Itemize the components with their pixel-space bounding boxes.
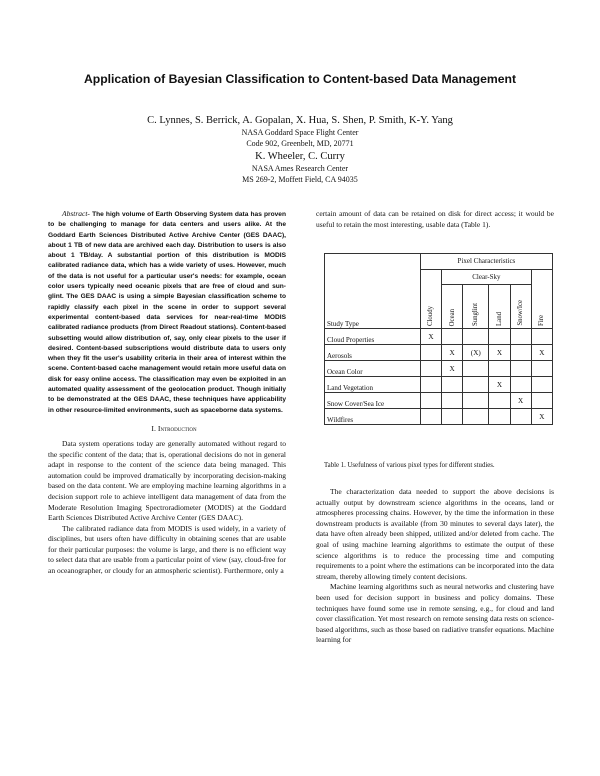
table-row: Cloud Properties X	[325, 329, 553, 345]
right-paragraph-1: The characterization data needed to support the above decisions is actually output by downstream science algorithms in the oceans, land or atmospheres processing chains. However, by the time the information in these downstream products is available (from 30 minutes to several days later), the data have often already been shipped, utilized and/or deleted from cache. The goal of using machine learning algorithms to estimate the output of these science algorithms is to reduce the processing time and computing requirements to a point where the estimations can be incorporated into the data stream, thereby allowing timely content decisions.	[316, 487, 554, 581]
column-header-sunglint: Sunglint	[463, 284, 489, 329]
affiliation-goddard-name: NASA Goddard Space Flight Center	[241, 128, 359, 137]
paper-title: Application of Bayesian Classification to Content-based Data Management	[83, 72, 517, 86]
authors-goddard: C. Lynnes, S. Berrick, A. Gopalan, X. Hua, S. Shen, P. Smith, K-Y. Yang	[147, 115, 453, 126]
right-column-bottom	[316, 487, 554, 646]
column-header-land: Land	[489, 284, 510, 329]
table-row: Land Vegetation X	[325, 377, 553, 393]
right-column-top	[316, 209, 554, 230]
row-label: Aerosols	[325, 345, 421, 361]
intro-paragraph-1: Data system operations today are generally automated without regard to the specific content of the data; that is, operational decisions do not in general adapt in response to the content of the science data being managed. This automation could be improved dramatically by incorporating decision-making based on the data content. We are employing machine learning algorithms in a decision support role to achieve intelligent data management of data from the Moderate Resolution Imaging Spectroradiometer (MODIS) at the Goddard Earth Sciences Distributed Active Archive Center (GES DAAC).	[48, 438, 286, 523]
section-title: Introduction	[157, 423, 197, 433]
row-label: Ocean Color	[325, 361, 421, 377]
abstract-label: Abstract-	[62, 209, 90, 218]
table-corner	[325, 254, 421, 270]
abstract	[48, 209, 286, 416]
column-header-ocean: Ocean	[442, 284, 463, 329]
table-row: Ocean Color X	[325, 361, 553, 377]
right-paragraph-2: Machine learning algorithms such as neural networks and clustering have been used for decision support in business and policy domains. These techniques have found some use in remote sensing, e.g., for cloud and land cover classification. Yet most research on remote sensing data rests on science-based algorithms, such as those based on radiative transfer equations. Machine learning for	[316, 582, 554, 645]
pixel-usefulness-table	[324, 253, 553, 425]
left-column	[48, 209, 286, 577]
column-header-snow-ice: Snow/Ice	[510, 284, 531, 329]
row-label: Land Vegetation	[325, 377, 421, 393]
abstract-text: The high volume of Earth Observing System data has proven to be challenging to manage for data centers and users alike. At the Goddard Earth Sciences Distributed Active Archive Center (GES DAAC), about 1 TB of new data are archived each day. Distribution to users is also about 1 TB/day. A substantial portion of this distribution is MODIS calibrated radiance data, which has a wide variety of uses. However, much of the data is not useful for a particular user's needs: for example, ocean color users typically need oceanic pixels that are free of cloud and sun-glint. The GES DAAC is using a simple Bayesian classification scheme to rapidly classify each pixel in the scene in order to support several experimental content-based data services for near-real-time MODIS calibrated radiance products (from Direct Readout stations). Content-based subsetting would allow distribution of, say, only clear pixels to the user if desired. Content-based subscriptions would distribute data to users only when they fit the user's usability criteria in their area of interest within the scene. Content-based cache management would retain more useful data on disk for easy online access. The classification may even be exploited in an automated quality assessment of the geolocation product. Though initially to be demonstrated at the GES DAAC, these techniques have applicability in other resource-limited environments, such as spaceborne data systems.	[48, 211, 286, 414]
row-label: Wildfires	[325, 409, 421, 425]
affiliation-ames-name: NASA Ames Research Center	[251, 164, 349, 173]
table-caption: Table 1. Usefulness of various pixel types for different studies.	[324, 462, 495, 469]
section-heading	[48, 423, 286, 434]
header-clear-sky: Clear-Sky	[442, 269, 532, 284]
header-study-type: Study Type	[325, 284, 421, 329]
right-paragraph-continued: certain amount of data can be retained on disk for direct access; it would be useful to retain the most interesting, usable data (Table 1).	[316, 209, 554, 229]
section-number: I.	[151, 423, 156, 433]
affiliation-ames-address: MS 269-2, Moffett Field, CA 94035	[242, 175, 358, 184]
row-label: Snow Cover/Sea Ice	[325, 393, 421, 409]
row-label: Cloud Properties	[325, 329, 421, 345]
table-row: Snow Cover/Sea Ice X	[325, 393, 553, 409]
affiliation-goddard-address: Code 902, Greenbelt, MD, 20771	[246, 139, 354, 148]
column-header-cloudy: Cloudy	[420, 269, 441, 329]
table-row: Aerosols X (X) X X	[325, 345, 553, 361]
header-pixel-characteristics: Pixel Characteristics	[420, 254, 552, 270]
column-header-fire: Fire	[531, 269, 552, 329]
authors-ames: K. Wheeler, C. Curry	[255, 151, 345, 162]
intro-paragraph-2: The calibrated radiance data from MODIS is used widely, in a variety of disciplines, but users often have difficulty in obtaining scenes that are usable for their particular purposes: the volume is large, and there is no efficient way to select data that are usable from a particular point of view (say, cloud-free for an oceanographer, or cloudy for an atmospheric scientist). Furthermore, only a	[48, 523, 286, 576]
table-row: Wildfires X	[325, 409, 553, 425]
